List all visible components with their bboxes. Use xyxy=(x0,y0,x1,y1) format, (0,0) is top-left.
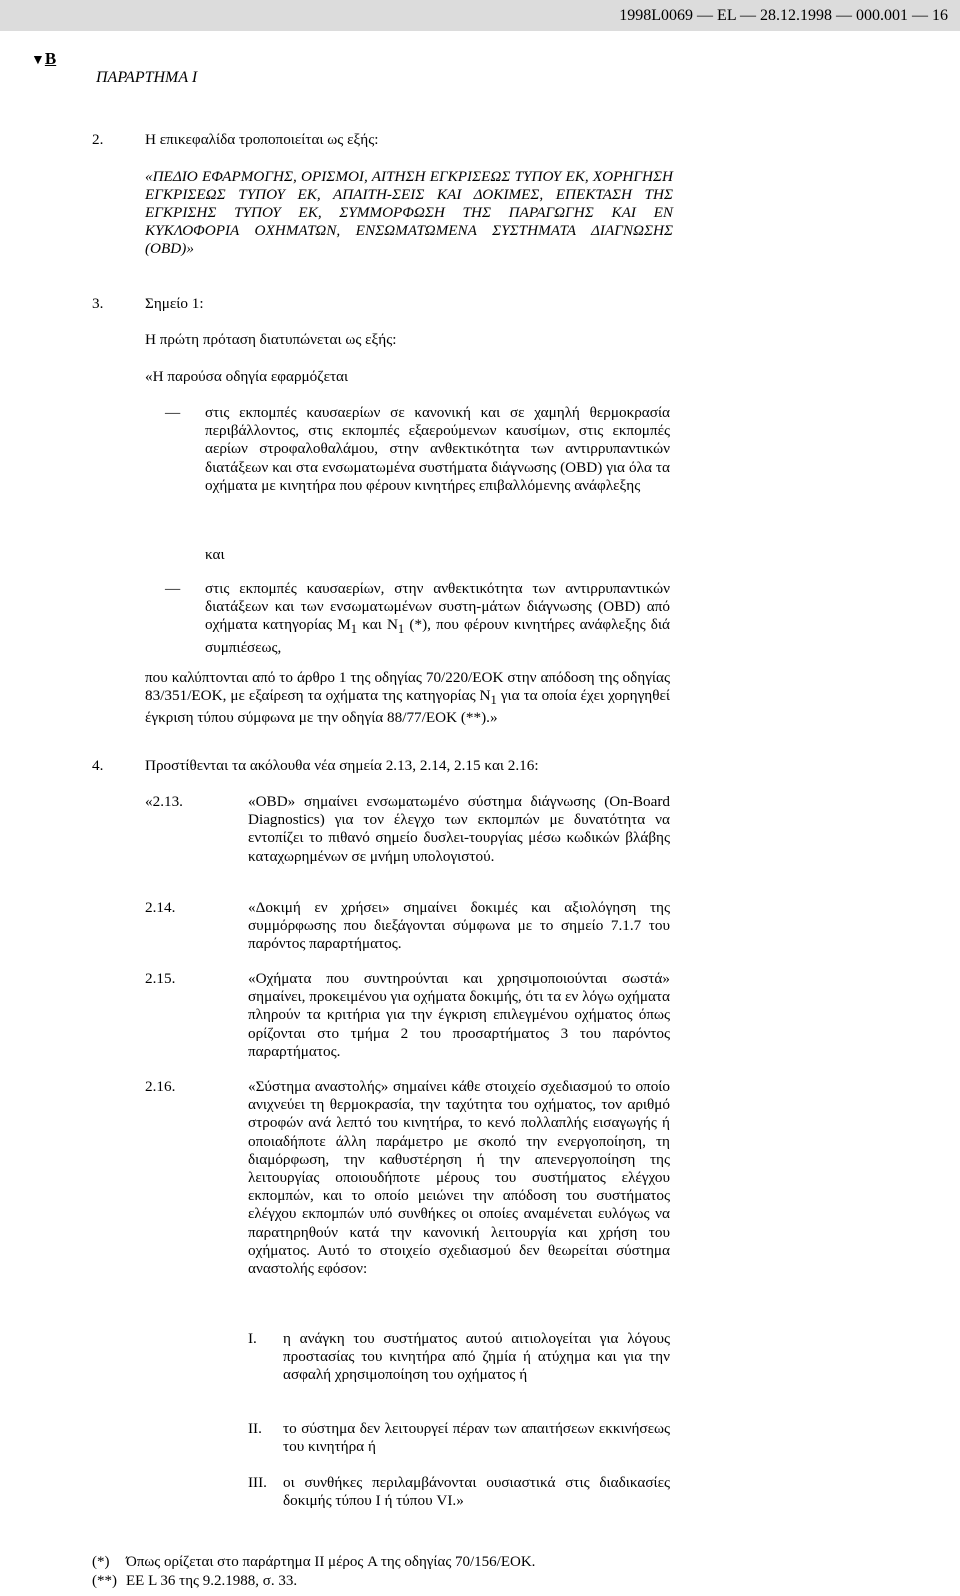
sublist-text: οι συνθήκες περιλαμβάνονται ουσιαστικά στις διαδικασίες δοκιμής τύπου I ή τύπου VI.» xyxy=(283,1474,670,1510)
item-2-quoted-title: «ΠΕΔΙΟ ΕΦΑΡΜΟΓΗΣ, ΟΡΙΣΜΟΙ, ΑΙΤΗΣΗ ΕΓΚΡΙΣΕΩΣ ΤΥΠΟΥ ΕΚ, ΧΟΡΗΓΗΣΗ ΕΓΚΡΙΣΕΩΣ ΤΥΠΟΥ ΕΚ, ΑΠΑΙΤΗ-ΣΕΙΣ ΚΑΙ ΔΟΚΙΜΕΣ, ΕΠΕΚΤΑΣΗ ΤΗΣ ΕΓΚΡΙΣΗΣ ΤΥΠΟΥ ΕΚ, ΣΥΜΜΟΡΦΩΣΗ ΤΗΣ ΠΑΡΑΓΩΓΗΣ ΚΑΙ ΕΝ ΚΥΚΛΟΦΟΡΙΑ ΟΧΗΜΑΤΩΝ, ΕΝΣΩΜΑΤΩΜΕΝΑ ΣΥΣΤΗΜΑΤΑ ΔΙΑΓΝΩΣΗΣ (OBD)» xyxy=(145,168,673,257)
definition-number: 2.14. xyxy=(145,899,176,916)
document-reference: 1998L0069 — EL — 28.12.1998 — 000.001 — 16 xyxy=(619,7,948,24)
item-3-label: Σημείο 1: xyxy=(145,295,204,312)
item-3-quote-start: «Η παρούσα οδηγία εφαρμόζεται xyxy=(145,368,349,385)
sublist-number: I. xyxy=(248,1330,257,1347)
item-4-number: 4. xyxy=(92,757,104,774)
item-2-number: 2. xyxy=(92,131,104,148)
definition-text: «OBD» σημαίνει ενσωματωμένο σύστημα διάγνωσης (On-Board Diagnostics) για τον έλεγχο των εκπομπών με δυνατότητα να εντοπίζει το πιθανό σημείο δυσλει-τουργίας μέσω κωδικών βλάβης καταχωρημένων σε μνήμη υπολογιστού. xyxy=(248,793,670,865)
item-3-intro: Η πρώτη πρόταση διατυπώνεται ως εξής: xyxy=(145,331,397,348)
definition-text: «Δοκιμή εν χρήσει» σημαίνει δοκιμές και αξιολόγηση της συμμόρφωσης που διεξάγονται σύμφωνα με το σημείο 7.1.7 του παρόντος παραρτήματος. xyxy=(248,899,670,953)
footnote-mark: (**) xyxy=(92,1573,117,1589)
footnote-text: ΕΕ L 36 της 9.2.1988, σ. 33. xyxy=(126,1573,298,1589)
document-header-bar xyxy=(0,0,960,31)
item-3-dash-1: στις εκπομπές καυσαερίων σε κανονική και σε χαμηλή θερμοκρασία περιβάλλοντος, στις εκπομπές εξαερούμενων καυσίμων, στις εκπομπές αερίων στροφαλοθαλάμου, στην ανθεκτικότητα των αντιρρυπαντικών διατάξεων και στα ενσωματωμένα συστήματα διάγνωσης (OBD) για όλα τα οχήματα με κινητήρα που φέρουν κινητήρες επιβαλλόμενης ανάφλεξης xyxy=(205,404,670,494)
dash-bullet xyxy=(165,580,205,598)
definition-number: 2.15. xyxy=(145,970,176,987)
consolidation-marker xyxy=(31,50,56,70)
dash-bullet xyxy=(165,404,205,422)
item-3-number: 3. xyxy=(92,295,104,312)
sublist-text: το σύστημα δεν λειτουργεί πέραν των απαιτήσεων εκκινήσεως του κινητήρα ή xyxy=(283,1420,670,1456)
item-3-dash-2: στις εκπομπές καυσαερίων, στην ανθεκτικότητα των αντιρρυπαντικών διατάξεων και των ενσωματωμένων συστη-μάτων διάγνωσης (OBD) από οχήματα κατηγορίας $M_1$ και $N_1$ (*), που φέρουν κινητήρες ανάφλεξης διά συμπιέσεως, xyxy=(205,580,670,656)
sublist-text: η ανάγκη του συστήματος αυτού αιτιολογείται για λόγους προστασίας του κινητήρα από ζημία ή ατύχημα και για την ασφαλή χρησιμοποίηση του οχήματος ή xyxy=(283,1330,670,1384)
item-2-intro: Η επικεφαλίδα τροποποιείται ως εξής: xyxy=(145,131,379,148)
definition-text: «Σύστημα αναστολής» σημαίνει κάθε στοιχείο σχεδιασμού το οποίο ανιχνεύει τη θερμοκρασία, την ταχύτητα του οχήματος, τον αριθμό στροφών ανά λεπτό του κινητήρα, το κενό πολλαπλής εισαγωγής ή οποιαδήποτε άλλη παράμετρο με σκοπό την ενεργοποίηση, τη διαμόρφωση, την καθυστέρηση ή την απενεργοποίηση της λειτουργίας οποιουδήποτε μέρους του συστήματος ελέγχου εκπομπών, και το οποίο μειώνει την απόδοση του συστήματος ελέγχου εκπομπών υπό συνθήκες οι οποίες αναμένεται ευλόγως να παρατηρηθούν κατά την κανονική λειτουργία και χρήση του οχήματος. Αυτό το στοιχείο σχεδιασμού δεν θεωρείται σύστημα αναστολής εφόσον: xyxy=(248,1078,670,1278)
footnote-mark: (*) xyxy=(92,1554,110,1570)
item-3-conjunction: και xyxy=(205,546,225,563)
item-3-closing: που καλύπτονται από το άρθρο 1 της οδηγίας 70/220/ΕΟΚ στην απόδοση της οδηγίας 83/351/ΕΟΚ, με εξαίρεση τα οχήματα της κατηγορίας $N_1$ για τα οποία έχει χορηγηθεί έγκριση τύπου σύμφωνα με την οδηγία 88/77/ΕΟΚ (**).» xyxy=(145,669,670,727)
sublist-number: II. xyxy=(248,1420,262,1437)
marker-label: B xyxy=(44,49,57,68)
definition-number: «2.13. xyxy=(145,793,183,810)
sublist-number: III. xyxy=(248,1474,267,1491)
annex-title: ΠΑΡΑΡΤΗΜΑ I xyxy=(96,69,198,86)
triangle-icon: ▼ xyxy=(31,53,45,68)
definition-number: 2.16. xyxy=(145,1078,176,1095)
definition-text: «Οχήματα που συντηρούνται και χρησιμοποιούνται σωστά» σημαίνει, προκειμένου για οχήματα δοκιμής, ότι τα εν λόγω οχήματα πληρούν τα κριτήρια για την έγκριση επιλεγμένου οχήματος όπως ορίζονται στο τμήμα 2 του προσαρτήματος 3 του παρόντος παραρτήματος. xyxy=(248,970,670,1060)
item-4-intro: Προστίθενται τα ακόλουθα νέα σημεία 2.13, 2.14, 2.15 και 2.16: xyxy=(145,757,539,774)
footnote-text: Όπως ορίζεται στο παράρτημα II μέρος A της οδηγίας 70/156/ΕΟΚ. xyxy=(126,1554,536,1570)
